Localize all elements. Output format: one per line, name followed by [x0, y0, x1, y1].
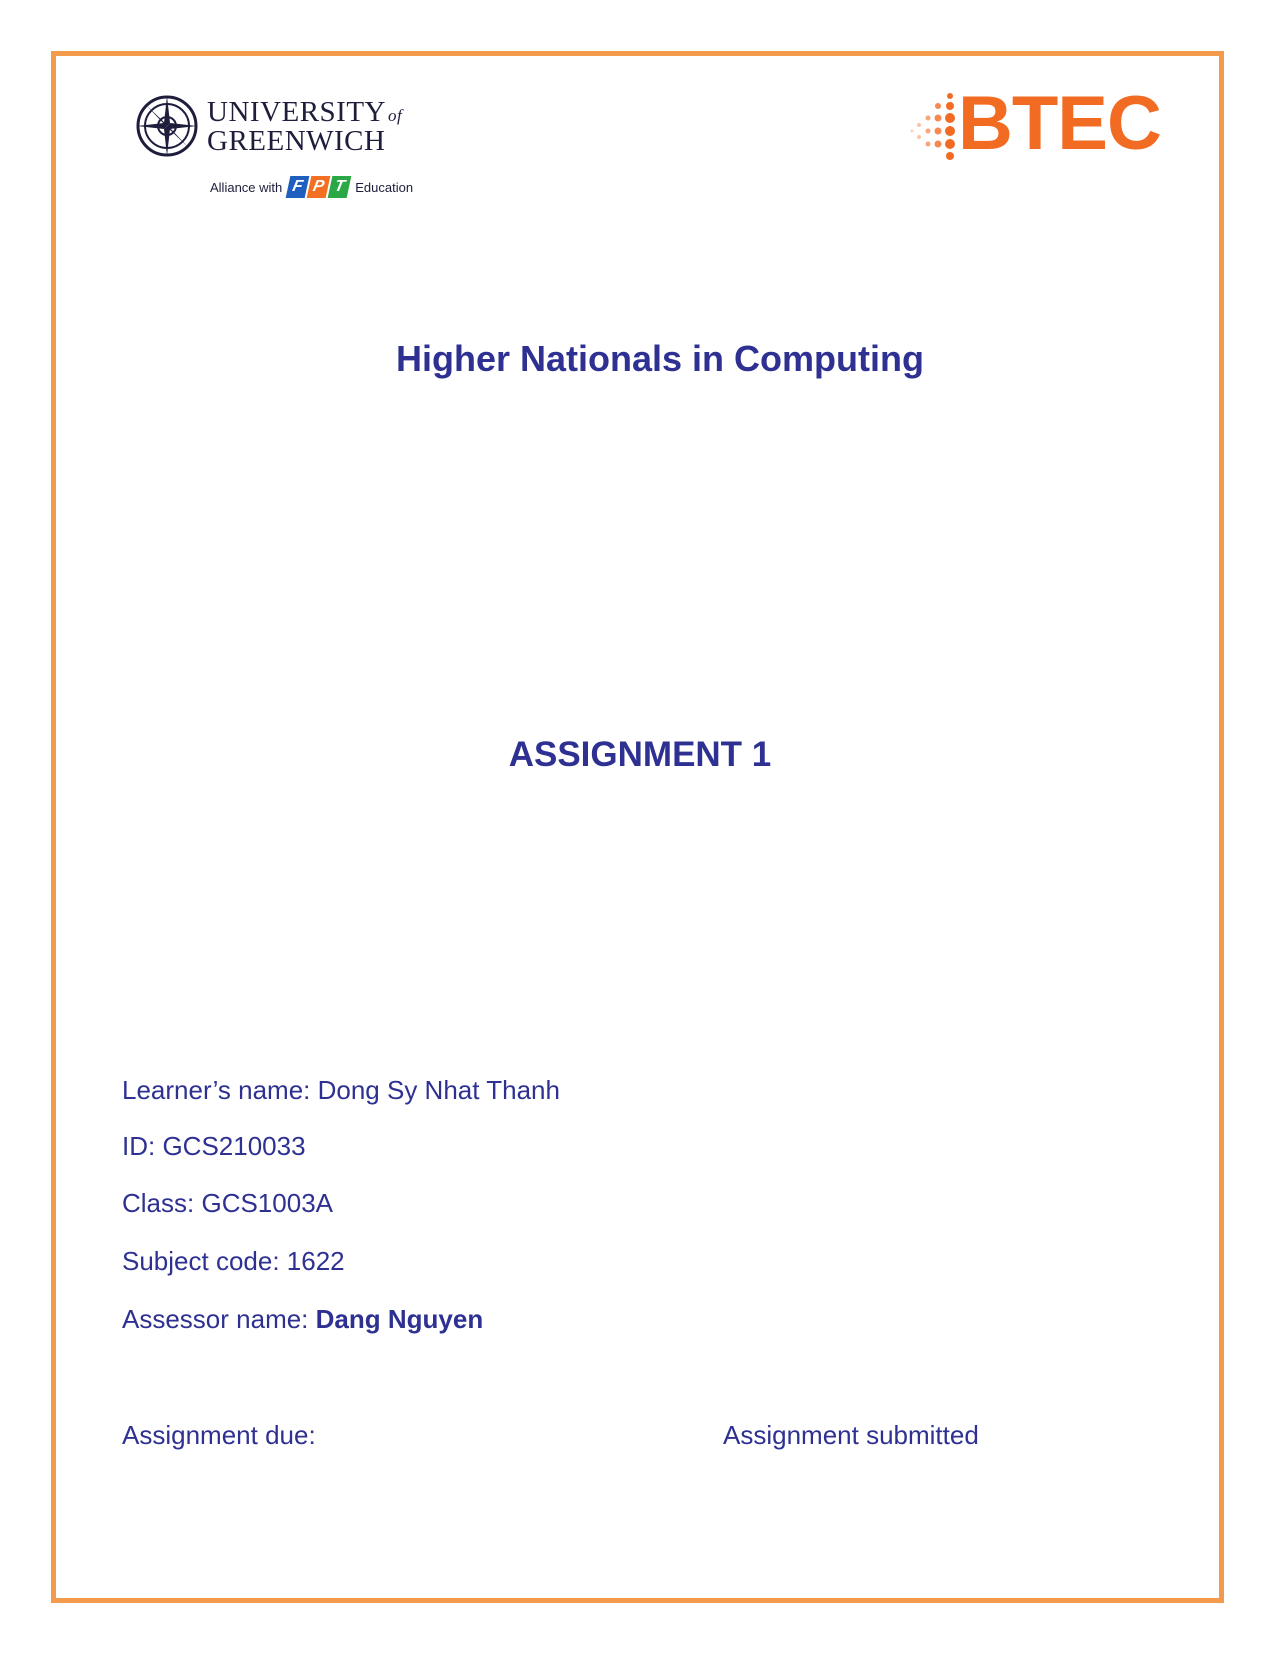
subject-code-value: 1622	[286, 1246, 345, 1276]
learner-name-label: Learner’s name:	[122, 1075, 318, 1105]
learner-name-row	[122, 1075, 560, 1106]
subject-code-label: Subject code:	[122, 1246, 287, 1276]
program-title: Higher Nationals in Computing	[396, 338, 924, 379]
assessor-value: Dang Nguyen	[315, 1304, 484, 1334]
class-row	[122, 1188, 333, 1219]
university-of-greenwich-logo	[135, 90, 425, 210]
learner-name-value: Dong Sy Nhat Thanh	[317, 1075, 560, 1105]
logo-alliance-line: Alliance with F P T Education	[210, 176, 413, 198]
subject-code-row	[122, 1246, 345, 1277]
page-border	[51, 51, 1224, 1603]
class-value: GCS1003A	[201, 1188, 333, 1218]
btec-dots-icon	[910, 92, 958, 170]
btec-logo	[910, 81, 1161, 172]
assessor-label: Assessor name:	[122, 1304, 316, 1334]
logo-greenwich-text: GREENWICH	[207, 125, 386, 157]
assessor-row	[122, 1304, 483, 1335]
learner-id-row	[122, 1131, 306, 1162]
fpt-logo: F P T	[288, 176, 349, 198]
learner-id-label: ID:	[122, 1131, 163, 1161]
assignment-due-label: Assignment due:	[122, 1420, 316, 1450]
assignment-submitted-label: Assignment submitted	[723, 1420, 979, 1450]
learner-id-value: GCS210033	[162, 1131, 306, 1161]
compass-crest-icon	[135, 94, 199, 158]
logo-university-text: UNIVERSITY of	[207, 96, 403, 128]
btec-wordmark: BTEC	[958, 81, 1161, 166]
assignment-title: ASSIGNMENT 1	[508, 735, 772, 774]
class-label: Class:	[122, 1188, 202, 1218]
